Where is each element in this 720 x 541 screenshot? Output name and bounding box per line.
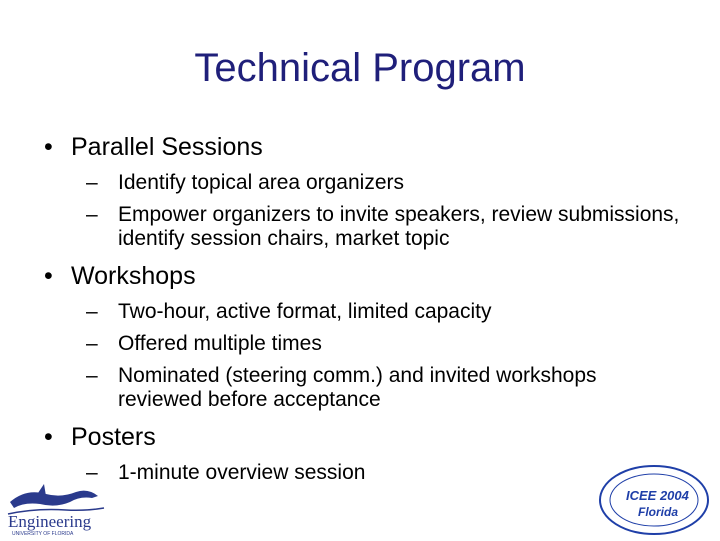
bullet-posters — [44, 422, 684, 452]
bullet-parallel-sessions — [44, 132, 684, 162]
sub-list-workshops — [86, 300, 684, 412]
sub-item — [86, 171, 684, 195]
bullet-workshops — [44, 261, 684, 291]
dash-icon: – — [86, 171, 98, 194]
bullet-label: Posters — [71, 423, 156, 451]
sub-item — [86, 364, 684, 412]
uf-engineering-logo — [6, 478, 106, 536]
dash-icon: – — [86, 461, 98, 484]
bullet-icon: • — [44, 423, 53, 451]
logo-subtext: UNIVERSITY OF FLORIDA — [12, 531, 74, 536]
sub-item-text: Two-hour, active format, limited capacity — [118, 300, 492, 323]
logo-title: ICEE 2004 — [626, 488, 689, 503]
sub-item-text: Offered multiple times — [118, 332, 322, 355]
sub-item — [86, 300, 684, 324]
dash-icon: – — [86, 364, 98, 387]
slide-content — [44, 126, 684, 495]
sub-item — [86, 203, 684, 251]
sub-item — [86, 332, 684, 356]
dash-icon: – — [86, 300, 98, 323]
slide-title: Technical Program — [194, 46, 526, 90]
bullet-label: Parallel Sessions — [71, 133, 263, 161]
bullet-label: Workshops — [71, 262, 196, 290]
sub-list-posters — [86, 461, 684, 485]
dash-icon: – — [86, 332, 98, 355]
sub-item-text: Nominated (steering comm.) and invited workshops reviewed before acceptance — [118, 364, 597, 411]
sub-item-text: Identify topical area organizers — [118, 171, 404, 194]
logo-wordmark: Engineering — [8, 512, 92, 531]
sub-item — [86, 461, 684, 485]
sub-item-text: Empower organizers to invite speakers, review submissions, identify session chairs, market topic — [118, 203, 680, 250]
logo-location: Florida — [638, 505, 679, 519]
bullet-icon: • — [44, 262, 53, 290]
conference-seal-icon — [596, 460, 712, 536]
icee-2004-logo — [596, 460, 712, 536]
sub-item-text: 1-minute overview session — [118, 461, 366, 484]
dash-icon: – — [86, 203, 98, 226]
alligator-icon — [6, 478, 106, 536]
sub-list-parallel-sessions — [86, 171, 684, 251]
bullet-icon: • — [44, 133, 53, 161]
